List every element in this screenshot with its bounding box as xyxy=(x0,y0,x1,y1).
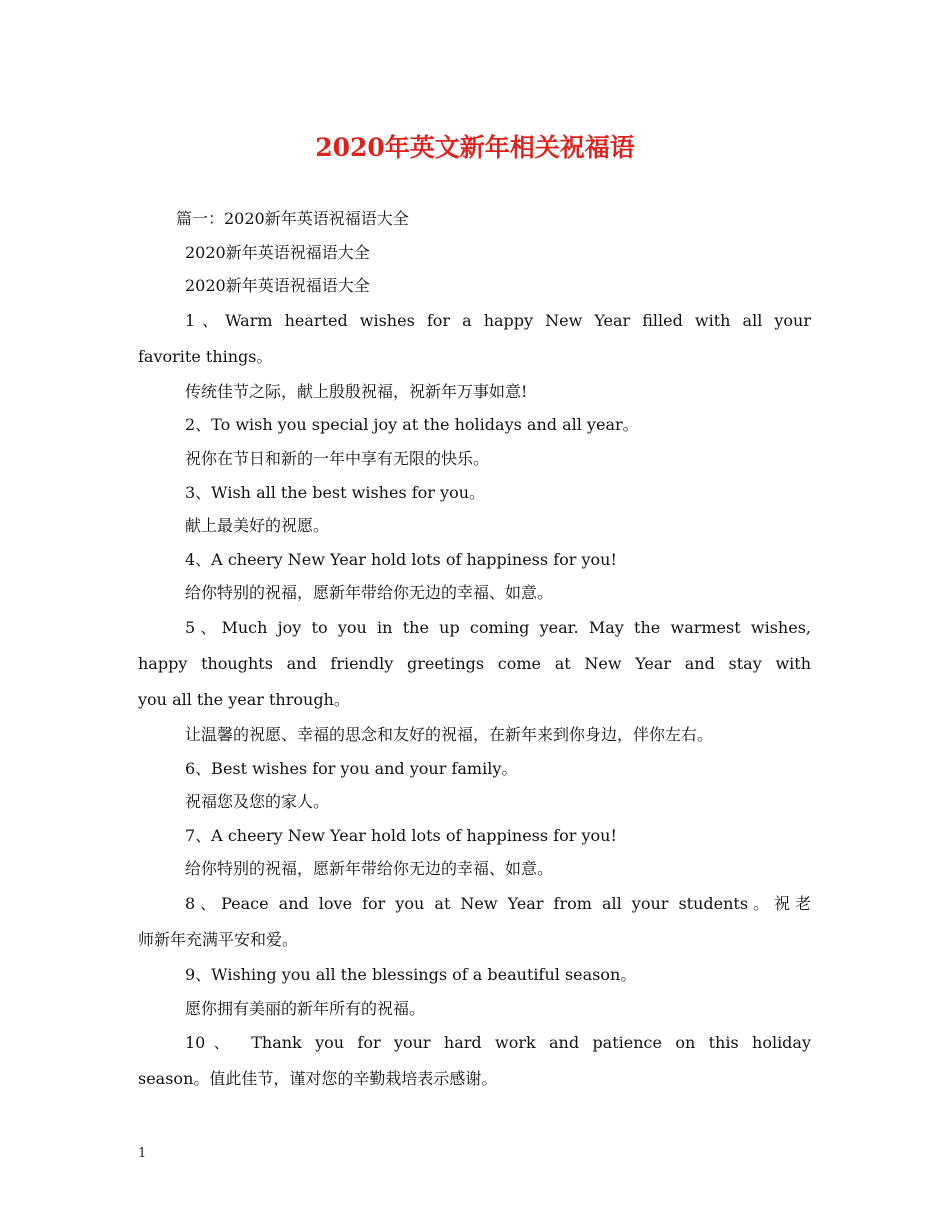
item-chinese: 祝福您及您的家人。 xyxy=(185,792,330,812)
item-english: 10、 Thank you for your hard work and patience on this holiday xyxy=(185,1033,812,1053)
item-english-continued: season。值此佳节，谨对您的辛勤栽培表示感谢。 xyxy=(138,1069,498,1089)
item-english: 9、Wishing you all the blessings of a beautiful season。 xyxy=(185,964,637,984)
subheading: 2020新年英语祝福语大全 xyxy=(185,242,370,262)
section-heading: 篇一：2020新年英语祝福语大全 xyxy=(176,209,409,228)
item-english: 4、A cheery New Year hold lots of happiness for you! xyxy=(185,549,617,569)
list-item xyxy=(138,886,811,958)
item-english-continued: favorite things。 xyxy=(138,346,273,366)
item-english-continued: happy thoughts and friendly greetings come at New Year and stay with xyxy=(138,653,811,673)
page-number: 1 xyxy=(138,1146,147,1161)
item-chinese: 传统佳节之际，献上殷殷祝福，祝新年万事如意! xyxy=(185,381,528,401)
item-english: 6、Best wishes for you and your family。 xyxy=(185,758,518,778)
page-title: 2020年英文新年相关祝福语 xyxy=(315,133,635,162)
list-item xyxy=(138,1025,811,1097)
item-english: 2、To wish you special joy at the holidays and all year。 xyxy=(185,415,639,435)
item-chinese: 给你特别的祝福，愿新年带给你无边的幸福、如意。 xyxy=(185,583,554,603)
item-english-continued: you all the year through。 xyxy=(138,689,350,709)
item-chinese: 祝你在节日和新的一年中享有无限的快乐。 xyxy=(185,448,490,468)
item-chinese: 献上最美好的祝愿。 xyxy=(185,516,330,536)
item-english-continued: 师新年充满平安和爱。 xyxy=(138,929,299,949)
item-english: 1、Warm hearted wishes for a happy New Year filled with all your xyxy=(185,310,811,330)
item-english: 3、Wish all the best wishes for you。 xyxy=(185,482,486,502)
item-english: 5、Much joy to you in the up coming year. May the warmest wishes, xyxy=(185,617,811,637)
item-chinese: 给你特别的祝福，愿新年带给你无边的幸福、如意。 xyxy=(185,859,554,879)
subheading: 2020新年英语祝福语大全 xyxy=(185,276,370,296)
item-chinese: 让温馨的祝愿、幸福的思念和友好的祝福，在新年来到你身边，伴你左右。 xyxy=(185,724,714,744)
item-english: 7、A cheery New Year hold lots of happiness for you! xyxy=(185,825,617,845)
list-item xyxy=(138,610,811,718)
item-chinese: 愿你拥有美丽的新年所有的祝福。 xyxy=(185,998,426,1018)
item-english: 8、Peace and love for you at New Year from all your students。祝老 xyxy=(185,893,811,913)
list-item xyxy=(138,303,811,375)
document-body xyxy=(138,202,811,1097)
